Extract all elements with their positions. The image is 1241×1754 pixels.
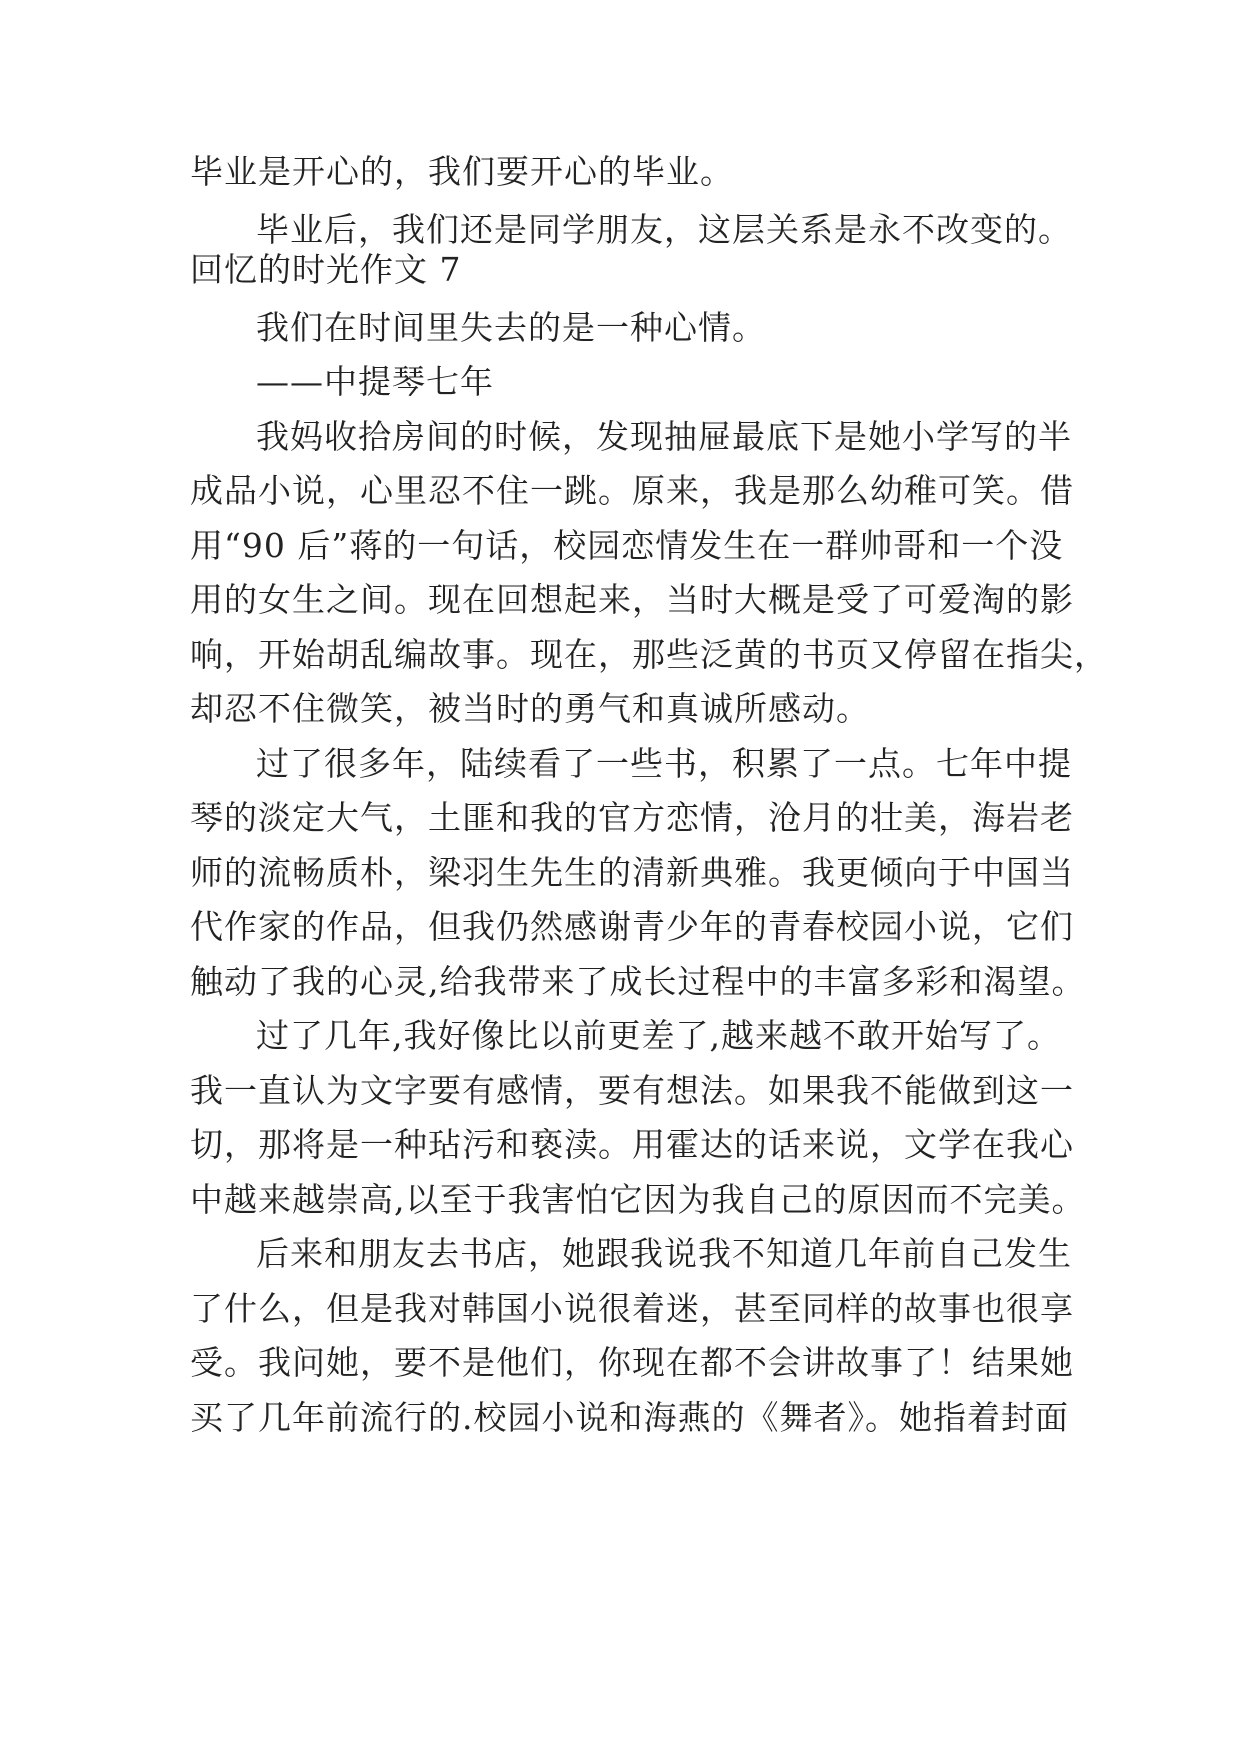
- text-line: 成品小说，心里忍不住一跳。原来，我是那么幼稚可笑。借: [190, 471, 1074, 510]
- text-line: 响，开始胡乱编故事。现在，那些泛黄的书页又停留在指尖，: [190, 635, 1108, 674]
- text-line: 我们在时间里失去的是一种心情。: [256, 308, 766, 347]
- text-line: 用的女生之间。现在回想起来，当时大概是受了可爱淘的影: [190, 580, 1074, 619]
- text-line: 毕业是开心的，我们要开心的毕业。: [190, 152, 734, 191]
- text-line: 却忍不住微笑，被当时的勇气和真诚所感动。: [190, 689, 870, 728]
- text-line: 我妈收拾房间的时候，发现抽屉最底下是她小学写的半: [256, 417, 1072, 456]
- text-line: 买了几年前流行的.校园小说和海燕的《舞者》。她指着封面: [190, 1398, 1069, 1437]
- text-line: 我一直认为文字要有感情，要有想法。如果我不能做到这一: [190, 1071, 1074, 1110]
- text-line: 用“90 后”蒋的一句话，校园恋情发生在一群帅哥和一个没: [190, 526, 1064, 565]
- text-line: 触动了我的心灵,给我带来了成长过程中的丰富多彩和渴望。: [190, 962, 1086, 1001]
- text-line: 中越来越崇高,以至于我害怕它因为我自己的原因而不完美。: [190, 1180, 1086, 1219]
- text-line: 过了几年,我好像比以前更差了,越来越不敢开始写了。: [256, 1016, 1061, 1055]
- text-line: 毕业后，我们还是同学朋友，这层关系是永不改变的。: [256, 210, 1072, 249]
- text-line: 了什么，但是我对韩国小说很着迷，甚至同样的故事也很享: [190, 1289, 1074, 1328]
- section-heading: 回忆的时光作文 7: [190, 250, 462, 289]
- text-line: 后来和朋友去书店，她跟我说我不知道几年前自己发生: [256, 1234, 1072, 1273]
- text-line: 师的流畅质朴，梁羽生先生的清新典雅。我更倾向于中国当: [190, 853, 1074, 892]
- text-line: 琴的淡定大气，土匪和我的官方恋情，沧月的壮美，海岩老: [190, 798, 1074, 837]
- text-line: 代作家的作品，但我仍然感谢青少年的青春校园小说，它们: [190, 907, 1074, 946]
- text-line: 过了很多年，陆续看了一些书，积累了一点。七年中提: [256, 744, 1072, 783]
- text-line: 受。我问她，要不是他们，你现在都不会讲故事了！结果她: [190, 1343, 1074, 1382]
- quote-attribution: ——中提琴七年: [256, 362, 494, 401]
- text-line: 切，那将是一种玷污和亵渎。用霍达的话来说，文学在我心: [190, 1125, 1074, 1164]
